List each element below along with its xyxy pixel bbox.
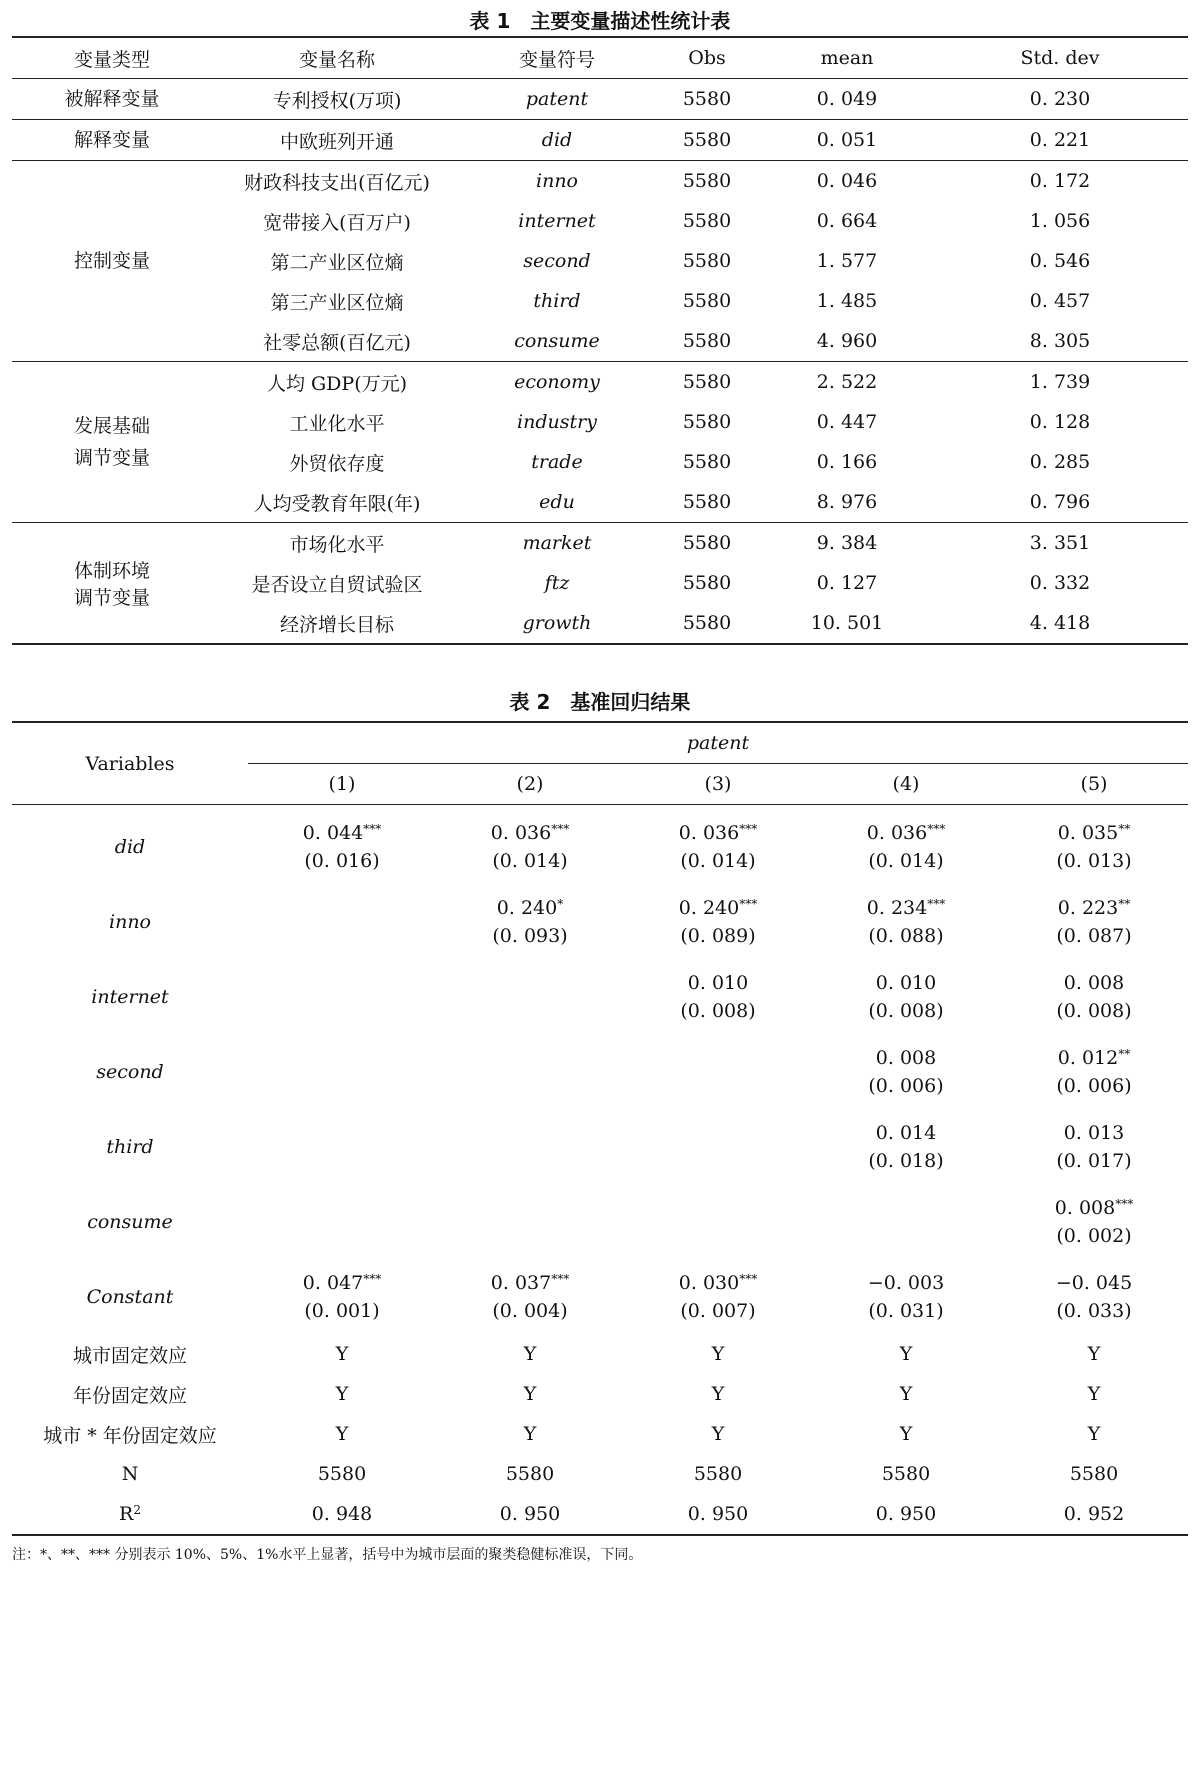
coefficient-line: [1000, 1044, 1188, 1072]
significance-stars: ***: [551, 821, 570, 836]
mean-cell: 0. 447: [816, 411, 878, 433]
coefficient-line: [812, 1119, 1000, 1147]
variable-symbol-cell: growth: [522, 612, 592, 634]
coefficient-line: [1000, 894, 1188, 922]
summary-value-cell: 5580: [505, 1463, 555, 1485]
header-var-type: 变量类型: [12, 37, 212, 79]
obs-cell: 5580: [652, 482, 762, 523]
std-cell: 3. 351: [1029, 532, 1091, 554]
significance-stars: ***: [739, 1271, 758, 1286]
coefficient-line: [248, 1269, 436, 1297]
coefficient-value: 0. 234: [866, 896, 928, 919]
variable-name-cell: 第二产业区位熵: [270, 251, 404, 274]
std-cell: 0. 796: [932, 482, 1188, 523]
mean-cell: 9. 384: [816, 532, 878, 554]
summary-label: N: [121, 1463, 139, 1485]
table-row: [12, 523, 1188, 564]
standard-error: (0. 093): [492, 924, 568, 947]
summary-value-cell: 0. 948: [311, 1503, 373, 1525]
coefficient-line: [624, 894, 812, 922]
header-var-name: 变量名称: [212, 37, 462, 79]
variable-name-cell: third: [106, 1135, 154, 1158]
table2-body: [12, 805, 1188, 1536]
variable-symbol-cell: ftz: [544, 572, 570, 594]
variable-name-cell: Constant: [86, 1285, 174, 1308]
coefficient-value: 0. 047: [302, 1271, 364, 1294]
coefficient-cell: [248, 805, 436, 885]
summary-value-cell: Y: [899, 1423, 913, 1445]
coefficient-cell: [812, 959, 1000, 1034]
coefficient-line: [436, 1269, 624, 1297]
variable-name-cell: 是否设立自贸试验区: [251, 573, 423, 596]
summary-value-cell: 0. 952: [1063, 1503, 1125, 1525]
significance-stars: ***: [1115, 1196, 1134, 1211]
variable-type-line: 体制环境: [73, 560, 150, 582]
coefficient-value: 0. 010: [875, 971, 937, 994]
variable-type-cell: 控制变量: [12, 161, 212, 362]
variable-symbol-cell: edu: [462, 482, 652, 523]
variable-type-cell: [12, 523, 212, 645]
coefficient-line: [1000, 1119, 1188, 1147]
summary-value-cell: 5580: [693, 1463, 743, 1485]
coefficient-value: 0. 240: [678, 896, 740, 919]
coefficient-cell: [624, 1034, 812, 1109]
coefficient-cell: [436, 959, 624, 1034]
significance-stars: ***: [739, 821, 758, 836]
standard-error: (0. 014): [492, 849, 568, 872]
mean-cell: 1. 485: [816, 290, 878, 312]
variable-symbol-cell: inno: [536, 170, 578, 192]
summary-value-cell: 5580: [1069, 1463, 1119, 1485]
coefficient-cell: [812, 805, 1000, 885]
regression-table: [12, 721, 1188, 1536]
variable-name-cell: 外贸依存度: [289, 452, 385, 475]
standard-error: (0. 008): [680, 999, 756, 1022]
coefficient-cell: [1000, 1034, 1188, 1109]
coefficient-cell: [624, 1259, 812, 1334]
significance-stars: **: [1118, 896, 1131, 911]
obs-cell: 5580: [682, 532, 732, 554]
table-note: 注：*、**、*** 分别表示 10%、5%、1%水平上显著，括号中为城市层面的聚类稳健标准误，下同。: [12, 1547, 643, 1563]
coefficient-line: [812, 1044, 1000, 1072]
variable-symbol-cell: trade: [531, 451, 583, 473]
std-cell: 0. 172: [1029, 170, 1091, 192]
coefficient-cell: [248, 884, 436, 959]
mean-cell: 4. 960: [762, 321, 932, 362]
summary-value-cell: Y: [523, 1383, 537, 1405]
coefficient-cell: [1000, 1109, 1188, 1184]
coefficient-value: 0. 223: [1057, 896, 1119, 919]
dependent-var-header: patent: [248, 722, 1188, 764]
coefficient-row: [12, 1109, 1188, 1184]
variable-symbol-cell: second: [523, 250, 591, 272]
mean-cell: 0. 664: [816, 210, 878, 232]
coefficient-row: [12, 1034, 1188, 1109]
significance-stars: ***: [739, 896, 758, 911]
variable-type-line: 调节变量: [73, 447, 150, 469]
variable-name-cell: 社零总额(百亿元): [212, 321, 462, 362]
std-cell: 0. 285: [1029, 451, 1091, 473]
standard-error: (0. 013): [1056, 849, 1132, 872]
significance-stars: ***: [363, 1271, 382, 1286]
mean-cell: 0. 127: [816, 572, 878, 594]
coefficient-line: [812, 1269, 1000, 1297]
summary-value-cell: Y: [335, 1383, 349, 1405]
coefficient-row: [12, 959, 1188, 1034]
coefficient-row: [12, 1259, 1188, 1334]
significance-stars: ***: [927, 896, 946, 911]
coefficient-cell: [248, 1109, 436, 1184]
standard-error: (0. 001): [304, 1299, 380, 1322]
summary-value-cell: 0. 950: [499, 1503, 561, 1525]
coefficient-line: [248, 819, 436, 847]
standard-error: (0. 033): [1056, 1299, 1132, 1322]
summary-row: [12, 1494, 1188, 1535]
standard-error: (0. 016): [304, 849, 380, 872]
variable-symbol-cell: market: [522, 532, 592, 554]
variable-symbol-cell: did: [462, 120, 652, 161]
standard-error: (0. 002): [1056, 1224, 1132, 1247]
column-5-header: (5): [1000, 764, 1188, 805]
table1-header-row: [12, 37, 1188, 79]
coefficient-value: 0. 012: [1057, 1046, 1119, 1069]
coefficient-cell: [436, 1184, 624, 1259]
standard-error: (0. 017): [1056, 1149, 1132, 1172]
summary-value-cell: Y: [523, 1343, 537, 1365]
variable-name-cell: 人均受教育年限(年): [212, 482, 462, 523]
summary-label: 城市固定效应: [72, 1344, 187, 1367]
significance-stars: **: [1118, 821, 1131, 836]
coefficient-cell: [1000, 1184, 1188, 1259]
coefficient-cell: [812, 884, 1000, 959]
coefficient-cell: [436, 884, 624, 959]
table-row: [12, 362, 1188, 403]
standard-error: (0. 014): [868, 849, 944, 872]
table-row: [12, 79, 1188, 120]
std-cell: 1. 056: [1029, 210, 1091, 232]
variable-name-cell: 专利授权(万项): [212, 79, 462, 120]
standard-error: (0. 014): [680, 849, 756, 872]
summary-label-cell: [12, 1454, 248, 1494]
descriptive-stats-table: [12, 36, 1188, 645]
summary-value-cell: Y: [1087, 1423, 1101, 1445]
std-cell: 0. 546: [1029, 250, 1091, 272]
coefficient-value: 0. 036: [678, 821, 740, 844]
coefficient-line: [812, 894, 1000, 922]
header-var-symbol: 变量符号: [462, 37, 652, 79]
obs-cell: 5580: [682, 250, 732, 272]
obs-cell: 5580: [682, 210, 732, 232]
variable-name-cell: 经济增长目标: [279, 613, 394, 636]
coefficient-cell: [436, 1109, 624, 1184]
coefficient-value: 0. 008: [1063, 971, 1125, 994]
mean-cell: 0. 046: [816, 170, 878, 192]
summary-value-cell: Y: [899, 1343, 913, 1365]
summary-value-cell: 5580: [881, 1463, 931, 1485]
summary-value-cell: Y: [711, 1343, 725, 1365]
coefficient-row: [12, 805, 1188, 885]
standard-error: (0. 089): [680, 924, 756, 947]
summary-value-cell: Y: [1087, 1383, 1101, 1405]
coefficient-cell: [436, 1259, 624, 1334]
variable-name-cell: inno: [109, 910, 151, 933]
variables-header: Variables: [12, 722, 248, 805]
summary-label-cell: [12, 1494, 248, 1535]
coefficient-cell: [248, 959, 436, 1034]
coefficient-line: [812, 819, 1000, 847]
summary-label-superscript: 2: [133, 1503, 141, 1517]
significance-stars: *: [557, 896, 564, 911]
std-cell: 0. 230: [932, 79, 1188, 120]
variable-symbol-cell: consume: [462, 321, 652, 362]
coefficient-line: [1000, 969, 1188, 997]
summary-value-cell: Y: [711, 1423, 725, 1445]
table1-body: [12, 79, 1188, 645]
coefficient-cell: [624, 1109, 812, 1184]
mean-cell: 10. 501: [810, 612, 884, 634]
coefficient-cell: [624, 1184, 812, 1259]
coefficient-line: [436, 819, 624, 847]
column-2-header: (2): [436, 764, 624, 805]
coefficient-value: 0. 037: [490, 1271, 552, 1294]
coefficient-row: [12, 1184, 1188, 1259]
variable-symbol-cell: patent: [462, 79, 652, 120]
standard-error: (0. 031): [868, 1299, 944, 1322]
obs-cell: 5580: [652, 79, 762, 120]
coefficient-line: [624, 819, 812, 847]
summary-label: 城市 * 年份固定效应: [43, 1424, 217, 1447]
mean-cell: 0. 051: [762, 120, 932, 161]
coefficient-cell: [1000, 959, 1188, 1034]
summary-value-cell: Y: [335, 1423, 349, 1445]
coefficient-value: 0. 008: [1054, 1196, 1116, 1219]
obs-cell: 5580: [652, 120, 762, 161]
coefficient-value: −0. 045: [1055, 1271, 1133, 1294]
obs-cell: 5580: [682, 290, 732, 312]
summary-value-cell: Y: [711, 1383, 725, 1405]
coefficient-value: 0. 036: [490, 821, 552, 844]
coefficient-cell: [812, 1184, 1000, 1259]
variable-name-cell: 人均 GDP(万元): [266, 372, 408, 395]
std-cell: 0. 332: [1029, 572, 1091, 594]
variable-name-cell: 第三产业区位熵: [270, 291, 404, 314]
summary-label-cell: [12, 1374, 248, 1414]
standard-error: (0. 018): [868, 1149, 944, 1172]
coefficient-value: 0. 035: [1057, 821, 1119, 844]
mean-cell: 1. 577: [816, 250, 878, 272]
header-std: Std. dev: [932, 37, 1188, 79]
coefficient-cell: [812, 1109, 1000, 1184]
std-cell: 0. 221: [932, 120, 1188, 161]
summary-row: [12, 1414, 1188, 1454]
variable-name-cell: consume: [87, 1210, 173, 1233]
coefficient-value: 0. 036: [866, 821, 928, 844]
variable-name-cell: internet: [91, 985, 169, 1008]
coefficient-cell: [248, 1259, 436, 1334]
summary-value-cell: Y: [523, 1423, 537, 1445]
variable-name-cell: second: [96, 1060, 164, 1083]
variable-symbol-cell: economy: [514, 371, 600, 393]
coefficient-cell: [624, 959, 812, 1034]
coefficient-cell: [624, 884, 812, 959]
standard-error: (0. 087): [1056, 924, 1132, 947]
coefficient-line: [624, 1269, 812, 1297]
variable-name-cell: 宽带接入(百万户): [263, 211, 411, 234]
coefficient-line: [436, 894, 624, 922]
summary-value-cell: 5580: [317, 1463, 367, 1485]
summary-row: [12, 1334, 1188, 1374]
coefficient-cell: [436, 1034, 624, 1109]
table2-header-row: [12, 722, 1188, 764]
coefficient-value: −0. 003: [867, 1271, 945, 1294]
summary-value-cell: Y: [1087, 1343, 1101, 1365]
std-cell: 1. 739: [1029, 371, 1091, 393]
summary-label: 年份固定效应: [72, 1384, 187, 1407]
obs-cell: 5580: [682, 170, 732, 192]
significance-stars: ***: [551, 1271, 570, 1286]
significance-stars: **: [1118, 1046, 1131, 1061]
std-cell: 4. 418: [1029, 612, 1091, 634]
coefficient-cell: [248, 1184, 436, 1259]
variable-type-line: 发展基础: [73, 415, 150, 437]
variable-name-cell: 市场化水平: [289, 533, 385, 556]
obs-cell: 5580: [652, 321, 762, 362]
coefficient-line: [812, 969, 1000, 997]
obs-cell: 5580: [682, 451, 732, 473]
coefficient-cell: [812, 1259, 1000, 1334]
coefficient-line: [1000, 1194, 1188, 1222]
standard-error: (0. 008): [1056, 999, 1132, 1022]
variable-name-cell: 中欧班列开通: [212, 120, 462, 161]
header-obs: Obs: [652, 37, 762, 79]
coefficient-line: [1000, 819, 1188, 847]
variable-type-cell: 解释变量: [12, 120, 212, 161]
coefficient-cell: [624, 805, 812, 885]
coefficient-cell: [248, 1034, 436, 1109]
summary-value-cell: Y: [899, 1383, 913, 1405]
summary-value-cell: 0. 950: [875, 1503, 937, 1525]
mean-cell: 2. 522: [816, 371, 878, 393]
coefficient-cell: [1000, 805, 1188, 885]
standard-error: (0. 007): [680, 1299, 756, 1322]
table-row: [12, 161, 1188, 202]
obs-cell: 5580: [682, 612, 732, 634]
obs-cell: 5580: [682, 411, 732, 433]
mean-cell: 0. 166: [816, 451, 878, 473]
summary-row: [12, 1374, 1188, 1414]
variable-type-cell: [12, 362, 212, 523]
coefficient-cell: [1000, 1259, 1188, 1334]
summary-label-cell: [12, 1334, 248, 1374]
summary-label: R: [119, 1503, 134, 1525]
coefficient-line: [1000, 1269, 1188, 1297]
table2-title: 表 2 基准回归结果: [509, 690, 691, 714]
variable-name-cell: 工业化水平: [289, 412, 385, 435]
std-cell: 0. 457: [1029, 290, 1091, 312]
summary-value-cell: Y: [335, 1343, 349, 1365]
standard-error: (0. 006): [1056, 1074, 1132, 1097]
coefficient-value: 0. 008: [875, 1046, 937, 1069]
variable-symbol-cell: third: [533, 290, 581, 312]
std-cell: 0. 128: [1029, 411, 1091, 433]
standard-error: (0. 006): [868, 1074, 944, 1097]
standard-error: (0. 004): [492, 1299, 568, 1322]
coefficient-value: 0. 030: [678, 1271, 740, 1294]
column-1-header: (1): [248, 764, 436, 805]
coefficient-value: 0. 240: [496, 896, 558, 919]
significance-stars: ***: [363, 821, 382, 836]
column-4-header: (4): [812, 764, 1000, 805]
variable-symbol-cell: internet: [518, 210, 596, 232]
standard-error: (0. 008): [868, 999, 944, 1022]
header-mean: mean: [762, 37, 932, 79]
coefficient-cell: [436, 805, 624, 885]
coefficient-line: [624, 969, 812, 997]
obs-cell: 5580: [682, 572, 732, 594]
mean-cell: 0. 049: [762, 79, 932, 120]
variable-type-line: 调节变量: [73, 587, 150, 609]
coefficient-value: 0. 010: [687, 971, 749, 994]
variable-name-cell: 财政科技支出(百亿元): [244, 171, 430, 194]
standard-error: (0. 088): [868, 924, 944, 947]
summary-label-cell: [12, 1414, 248, 1454]
table-row: [12, 120, 1188, 161]
variable-name-cell: did: [114, 835, 146, 858]
coefficient-cell: [812, 1034, 1000, 1109]
std-cell: 8. 305: [932, 321, 1188, 362]
variable-symbol-cell: industry: [517, 411, 597, 433]
coefficient-value: 0. 013: [1063, 1121, 1125, 1144]
summary-row: [12, 1454, 1188, 1494]
variable-type-cell: 被解释变量: [12, 79, 212, 120]
mean-cell: 8. 976: [762, 482, 932, 523]
coefficient-row: [12, 884, 1188, 959]
coefficient-value: 0. 044: [302, 821, 364, 844]
coefficient-value: 0. 014: [875, 1121, 937, 1144]
column-3-header: (3): [624, 764, 812, 805]
summary-value-cell: 0. 950: [687, 1503, 749, 1525]
obs-cell: 5580: [682, 371, 732, 393]
significance-stars: ***: [927, 821, 946, 836]
coefficient-cell: [1000, 884, 1188, 959]
table1-title: 表 1 主要变量描述性统计表: [469, 9, 731, 33]
